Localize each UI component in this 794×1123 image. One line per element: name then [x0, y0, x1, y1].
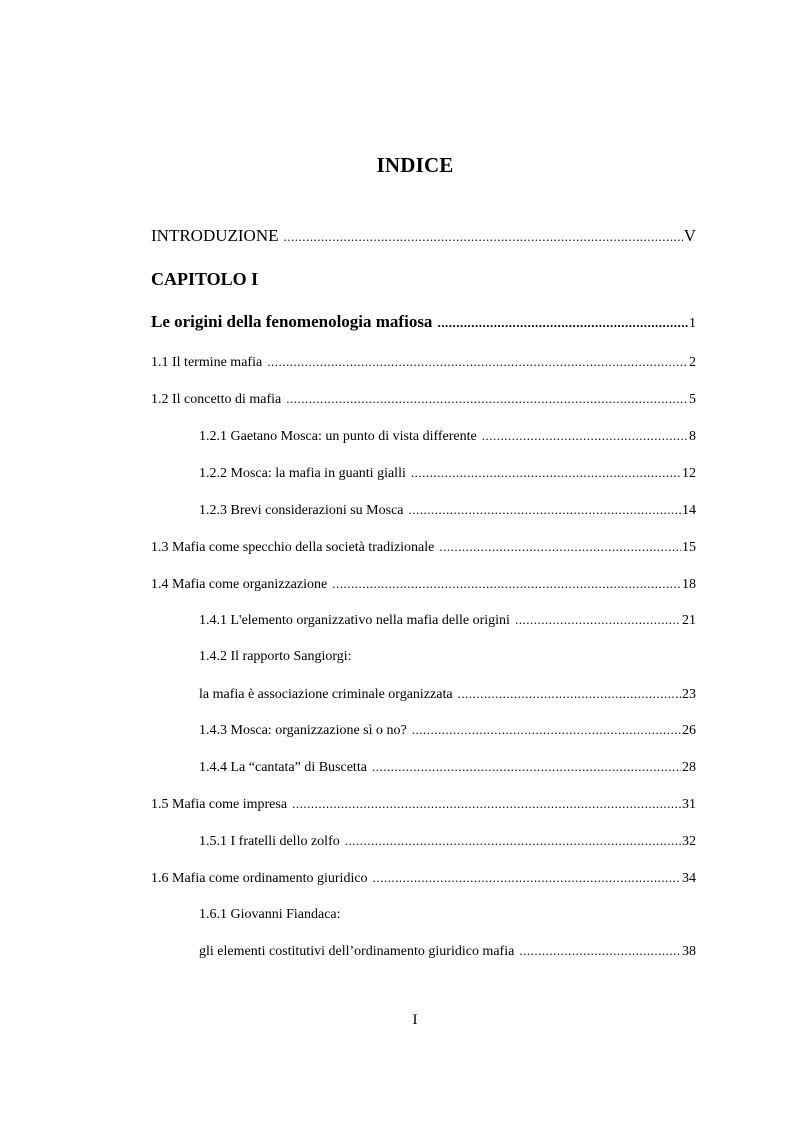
- toc-leader-dots: [373, 870, 681, 886]
- toc-leader-dots: [458, 686, 681, 702]
- page-number: I: [412, 1012, 418, 1028]
- toc-entry-label: 1.2 Il concetto di mafia: [151, 392, 282, 407]
- toc-entry-1-4[interactable]: [151, 576, 696, 593]
- toc-leader-dots: [345, 833, 681, 849]
- toc-entry-label: 1.1 Il termine mafia: [151, 355, 263, 370]
- toc-page-number: 12: [682, 466, 696, 481]
- toc-entry-1-4-3[interactable]: [199, 722, 696, 739]
- toc-entry-introduzione[interactable]: [151, 226, 696, 246]
- page-title: INDICE: [376, 153, 454, 177]
- toc-entry-1-4-1[interactable]: [199, 612, 696, 629]
- toc-entry-label: 1.5.1 I fratelli dello zolfo: [199, 834, 340, 849]
- chapter-heading: CAPITOLO I: [151, 269, 259, 289]
- toc-entry-1-3[interactable]: [151, 539, 696, 556]
- toc-leader-dots: [482, 428, 688, 444]
- toc-page-number: 32: [682, 834, 696, 849]
- toc-entry-label: gli elementi costitutivi dell’ordinamento giuridico mafia: [199, 944, 515, 959]
- toc-entry-1-1[interactable]: [151, 354, 696, 371]
- toc-entry-label: 1.4 Mafia come organizzazione: [151, 577, 328, 592]
- toc-leader-dots: [409, 502, 681, 518]
- toc-leader-dots: [437, 315, 688, 331]
- toc-page-number: 15: [682, 540, 696, 555]
- toc-leader-dots: [412, 722, 681, 738]
- toc-leader-dots: [283, 229, 682, 245]
- toc-entry-1-2-2[interactable]: [199, 465, 696, 482]
- toc-entry-label: la mafia è associazione criminale organizzata: [199, 687, 453, 702]
- toc-entry-label: INTRODUZIONE: [151, 226, 279, 245]
- toc-entry-label: 1.6 Mafia come ordinamento giuridico: [151, 871, 368, 886]
- toc-page-number: 34: [682, 871, 696, 886]
- toc-page-number: 5: [689, 392, 696, 407]
- toc-entry-1-6-1[interactable]: [199, 943, 696, 960]
- toc-page-number: 8: [689, 429, 696, 444]
- toc-entry-label: 1.4.4 La “cantata” di Buscetta: [199, 760, 367, 775]
- toc-leader-dots: [439, 539, 681, 555]
- toc-leader-dots: [267, 354, 688, 370]
- toc-entry-label: Le origini della fenomenologia mafiosa: [151, 312, 433, 331]
- toc-page-number: 31: [682, 797, 696, 812]
- toc-entry-1-6-1-line1[interactable]: 1.6.1 Giovanni Fiandaca:: [199, 907, 341, 922]
- toc-entry-1-2-3[interactable]: [199, 502, 696, 519]
- toc-entry-1-6[interactable]: [151, 870, 696, 887]
- toc-entry-1-5[interactable]: [151, 796, 696, 813]
- toc-entry-label: 1.4.3 Mosca: organizzazione sì o no?: [199, 723, 407, 738]
- toc-page-number: V: [683, 226, 696, 245]
- toc-entry-1-5-1[interactable]: [199, 833, 696, 850]
- toc-page-number: 2: [689, 355, 696, 370]
- toc-entry-1-4-2[interactable]: [199, 686, 696, 703]
- toc-page-number: 18: [682, 577, 696, 592]
- toc-leader-dots: [332, 576, 681, 592]
- toc-entry-1-2[interactable]: [151, 391, 696, 408]
- toc-leader-dots: [286, 391, 688, 407]
- toc-entry-label: 1.2.2 Mosca: la mafia in guanti gialli: [199, 466, 406, 481]
- toc-leader-dots: [411, 465, 681, 481]
- toc-entry-label: 1.2.3 Brevi considerazioni su Mosca: [199, 503, 404, 518]
- toc-page-number: 1: [689, 316, 696, 331]
- toc-entry-1-4-4[interactable]: [199, 759, 696, 776]
- toc-entry-1-4-2-line1[interactable]: 1.4.2 Il rapporto Sangiorgi:: [199, 649, 352, 664]
- toc-page-number: 38: [682, 944, 696, 959]
- toc-entry-label: 1.5 Mafia come impresa: [151, 797, 288, 812]
- toc-page-number: 21: [682, 613, 696, 628]
- toc-entry-label: 1.2.1 Gaetano Mosca: un punto di vista differente: [199, 429, 477, 444]
- toc-page-number: 14: [682, 503, 696, 518]
- toc-page-number: 23: [682, 687, 696, 702]
- toc-leader-dots: [292, 796, 681, 812]
- toc-page-number: 26: [682, 723, 696, 738]
- toc-page-number: 28: [682, 760, 696, 775]
- toc-leader-dots: [515, 612, 681, 628]
- toc-leader-dots: [372, 759, 681, 775]
- toc-entry-chapter-title[interactable]: [151, 312, 696, 332]
- toc-entry-label: 1.3 Mafia come specchio della società tradizionale: [151, 540, 435, 555]
- toc-leader-dots: [519, 943, 681, 959]
- toc-entry-1-2-1[interactable]: [199, 428, 696, 445]
- toc-entry-label: 1.4.1 L'elemento organizzativo nella mafia delle origini: [199, 613, 510, 628]
